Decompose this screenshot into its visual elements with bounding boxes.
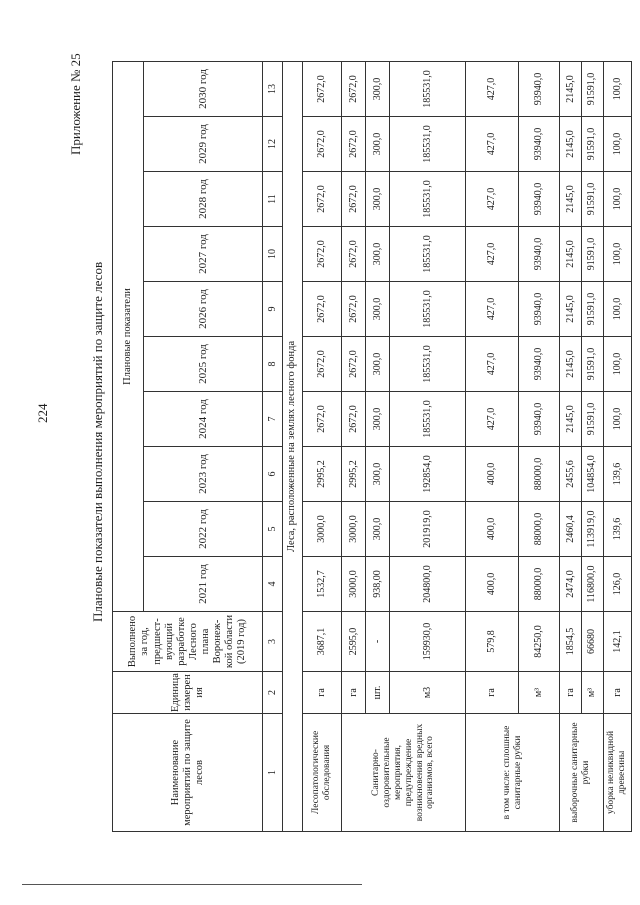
row-plan-value: 93940,0 <box>518 392 559 447</box>
row-unit: га <box>466 672 518 714</box>
row-plan-value: 2145,0 <box>559 61 581 116</box>
header-year: 2026 год <box>143 282 263 337</box>
row-plan-value: 938,00 <box>365 557 389 612</box>
row-plan-value: 2460,4 <box>559 502 581 557</box>
row-done-value: 1854,5 <box>559 612 581 672</box>
col-number: 1 <box>263 714 283 832</box>
row-unit: га <box>603 672 631 714</box>
row-done-value: 159930,0 <box>389 612 465 672</box>
header-year: 2027 год <box>143 227 263 282</box>
col-number: 5 <box>263 502 283 557</box>
row-plan-value: 427,0 <box>466 392 518 447</box>
header-year: 2028 год <box>143 172 263 227</box>
row-plan-value: 126,0 <box>603 557 631 612</box>
row-plan-value: 185531,0 <box>389 117 465 172</box>
row-plan-value: 2145,0 <box>559 117 581 172</box>
row-plan-value: 2672,0 <box>302 392 341 447</box>
row-plan-value: 2672,0 <box>341 337 365 392</box>
row-plan-value: 204800,0 <box>389 557 465 612</box>
row-plan-value: 100,0 <box>603 227 631 282</box>
row-done-value: 3687,1 <box>302 612 341 672</box>
row-plan-value: 2145,0 <box>559 392 581 447</box>
row-unit: м3 <box>389 672 465 714</box>
table-row <box>302 61 341 831</box>
row-plan-value: 100,0 <box>603 392 631 447</box>
row-plan-value: 427,0 <box>466 282 518 337</box>
row-plan-value: 185531,0 <box>389 61 465 116</box>
header-year: 2025 год <box>143 337 263 392</box>
row-plan-value: 93940,0 <box>518 282 559 337</box>
row-plan-value: 427,0 <box>466 172 518 227</box>
col-number: 13 <box>263 61 283 116</box>
row-plan-value: 113919,0 <box>581 502 603 557</box>
col-number: 12 <box>263 117 283 172</box>
header-year: 2022 год <box>143 502 263 557</box>
row-plan-value: 2672,0 <box>341 61 365 116</box>
row-plan-value: 400,0 <box>466 557 518 612</box>
row-plan-value: 139,6 <box>603 502 631 557</box>
row-plan-value: 88000,0 <box>518 557 559 612</box>
row-name: выборочные санитарные рубки <box>559 714 603 832</box>
row-plan-value: 116800,0 <box>581 557 603 612</box>
row-plan-value: 2145,0 <box>559 282 581 337</box>
row-unit: га <box>341 672 365 714</box>
row-plan-value: 300,0 <box>365 502 389 557</box>
row-plan-value: 3000,0 <box>302 502 341 557</box>
table-row <box>559 61 581 831</box>
row-plan-value: 2474,0 <box>559 557 581 612</box>
row-plan-value: 2672,0 <box>302 337 341 392</box>
row-plan-value: 100,0 <box>603 172 631 227</box>
row-plan-value: 91591,0 <box>581 61 603 116</box>
table-row <box>466 61 518 831</box>
row-plan-value: 91591,0 <box>581 337 603 392</box>
plan-table <box>112 61 632 832</box>
header-plan: Плановые показатели <box>113 61 144 611</box>
row-done-value: 84250,0 <box>518 612 559 672</box>
row-plan-value: 3000,0 <box>341 557 365 612</box>
row-plan-value: 1532,7 <box>302 557 341 612</box>
row-name: Лесопатологические обследования <box>302 714 341 832</box>
row-plan-value: 3000,0 <box>341 502 365 557</box>
col-number: 2 <box>263 672 283 714</box>
row-plan-value: 104854,0 <box>581 447 603 502</box>
row-plan-value: 300,0 <box>365 227 389 282</box>
row-done-value: 2595,0 <box>341 612 365 672</box>
row-plan-value: 88000,0 <box>518 502 559 557</box>
row-plan-value: 201919,0 <box>389 502 465 557</box>
table-row <box>603 61 631 831</box>
row-plan-value: 100,0 <box>603 282 631 337</box>
header-year: 2030 год <box>143 61 263 116</box>
row-plan-value: 93940,0 <box>518 172 559 227</box>
row-plan-value: 93940,0 <box>518 117 559 172</box>
row-name: в том числе: сплошные санитарные рубки <box>466 714 560 832</box>
col-number: 4 <box>263 557 283 612</box>
row-plan-value: 427,0 <box>466 117 518 172</box>
row-plan-value: 300,0 <box>365 447 389 502</box>
rotated-table-wrapper <box>112 62 632 832</box>
header-year: 2024 год <box>143 392 263 447</box>
row-done-value: 579,8 <box>466 612 518 672</box>
row-plan-value: 192854,0 <box>389 447 465 502</box>
row-unit: шт. <box>365 672 389 714</box>
row-plan-value: 300,0 <box>365 61 389 116</box>
header-unit: Единица измерен ия <box>113 672 263 714</box>
row-done-value: - <box>365 612 389 672</box>
row-plan-value: 300,0 <box>365 117 389 172</box>
col-number: 9 <box>263 282 283 337</box>
row-plan-value: 2672,0 <box>341 282 365 337</box>
row-plan-value: 100,0 <box>603 337 631 392</box>
col-number: 10 <box>263 227 283 282</box>
table-body <box>302 61 631 831</box>
row-plan-value: 427,0 <box>466 337 518 392</box>
col-number: 7 <box>263 392 283 447</box>
row-plan-value: 2672,0 <box>341 392 365 447</box>
header-done: Выполнено за год, предшест-вующий разработке Лесного плана Воронеж-кой области (2019 год) <box>113 612 263 672</box>
row-plan-value: 139,6 <box>603 447 631 502</box>
row-plan-value: 185531,0 <box>389 172 465 227</box>
row-plan-value: 100,0 <box>603 117 631 172</box>
row-done-value: 142,1 <box>603 612 631 672</box>
table-row <box>341 61 365 831</box>
header-year: 2023 год <box>143 447 263 502</box>
row-plan-value: 300,0 <box>365 392 389 447</box>
row-plan-value: 93940,0 <box>518 61 559 116</box>
row-plan-value: 185531,0 <box>389 392 465 447</box>
row-plan-value: 2145,0 <box>559 172 581 227</box>
row-plan-value: 2672,0 <box>341 172 365 227</box>
row-plan-value: 93940,0 <box>518 227 559 282</box>
row-done-value: 66680 <box>581 612 603 672</box>
header-year: 2029 год <box>143 117 263 172</box>
row-plan-value: 2672,0 <box>302 227 341 282</box>
col-number: 6 <box>263 447 283 502</box>
row-plan-value: 91591,0 <box>581 392 603 447</box>
row-plan-value: 185531,0 <box>389 337 465 392</box>
row-plan-value: 2672,0 <box>341 227 365 282</box>
row-plan-value: 2672,0 <box>302 117 341 172</box>
col-number: 8 <box>263 337 283 392</box>
row-name: Санитарно-оздоровительные мероприятия, предупреждение возникновения вредных организмов, всего <box>341 714 465 832</box>
row-plan-value: 91591,0 <box>581 282 603 337</box>
row-unit: м³ <box>581 672 603 714</box>
row-plan-value: 2995,2 <box>341 447 365 502</box>
row-plan-value: 91591,0 <box>581 117 603 172</box>
footer-rule <box>22 884 362 885</box>
row-plan-value: 2145,0 <box>559 227 581 282</box>
row-plan-value: 91591,0 <box>581 227 603 282</box>
row-plan-value: 427,0 <box>466 227 518 282</box>
row-plan-value: 91591,0 <box>581 172 603 227</box>
row-plan-value: 2672,0 <box>302 282 341 337</box>
col-number: 11 <box>263 172 283 227</box>
row-plan-value: 400,0 <box>466 447 518 502</box>
row-unit: га <box>302 672 341 714</box>
col-number: 3 <box>263 612 283 672</box>
row-plan-value: 300,0 <box>365 337 389 392</box>
row-plan-value: 427,0 <box>466 61 518 116</box>
row-plan-value: 93940,0 <box>518 337 559 392</box>
header-year: 2021 год <box>143 557 263 612</box>
appendix-label: Приложение № 25 <box>68 53 83 155</box>
row-unit: м³ <box>518 672 559 714</box>
row-plan-value: 2672,0 <box>302 61 341 116</box>
row-plan-value: 300,0 <box>365 172 389 227</box>
document-title: Плановые показатели выполнения мероприятий по защите лесов <box>90 261 105 622</box>
row-plan-value: 2455,6 <box>559 447 581 502</box>
row-plan-value: 2672,0 <box>302 172 341 227</box>
row-plan-value: 400,0 <box>466 502 518 557</box>
row-plan-value: 185531,0 <box>389 282 465 337</box>
row-plan-value: 300,0 <box>365 282 389 337</box>
section-heading: Леса, расположенные на землях лесного фонда <box>283 61 303 831</box>
row-plan-value: 185531,0 <box>389 227 465 282</box>
row-plan-value: 2672,0 <box>341 117 365 172</box>
row-name: уборка неликвидной древесины <box>603 714 631 832</box>
row-plan-value: 88000,0 <box>518 447 559 502</box>
header-name: Наименование мероприятий по защите лесов <box>113 714 263 832</box>
page-number: 224 <box>35 403 50 423</box>
row-plan-value: 2145,0 <box>559 337 581 392</box>
row-plan-value: 2995,2 <box>302 447 341 502</box>
row-unit: га <box>559 672 581 714</box>
row-plan-value: 100,0 <box>603 61 631 116</box>
